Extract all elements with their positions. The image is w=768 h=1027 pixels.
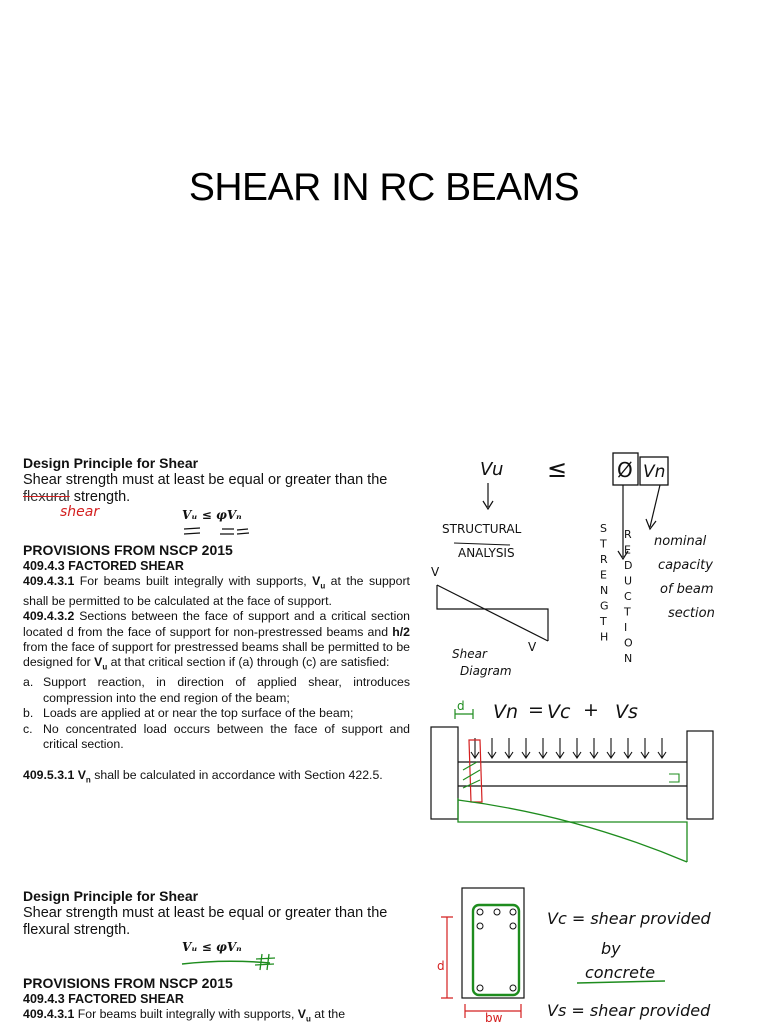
beam-load-sketch [425,690,725,870]
shear-diagram-line [437,585,548,641]
beam-outline [458,762,687,786]
reduction-vertical-label [623,528,633,665]
shear-diagram-label: Shear [452,647,487,661]
struck-word: flexural [23,489,70,505]
stirrup [473,905,519,995]
vs-line: Vs = shear provided [547,1001,711,1020]
formula: Vᵤ ≤ φVₙ [182,940,242,954]
vertical-letter: T [600,537,607,551]
distributed-load [471,738,666,758]
lead-text-end: strength. [69,489,131,505]
vertical-letter: R [624,528,632,541]
vc-line: concrete [585,963,656,982]
vc-term: Vc [547,701,571,723]
v-left-label: V [431,565,440,579]
design-principle-section [23,455,410,506]
lead-paragraph: Shear strength must at least be equal or greater than the flexural strength. [23,905,388,938]
vertical-letter: O [624,636,633,650]
formula-underline-marks [182,524,252,538]
load-arrow-icon [624,738,632,758]
load-arrow-icon [556,738,564,758]
load-arrow-icon [573,738,581,758]
phi-symbol: Ø [617,458,633,482]
vertical-letter: G [600,599,609,613]
left-support [431,727,458,819]
lead-paragraph [23,472,410,506]
arrow-down-icon [646,485,660,529]
vertical-letter: R [600,553,608,566]
load-arrow-icon [505,738,513,758]
vertical-letter: T [624,605,631,619]
provisions-section [23,542,410,788]
design-principle-section-2 [23,888,410,939]
sub-heading: 409.4.3 FACTORED SHEAR [23,992,184,1006]
vertical-letter: T [600,615,607,628]
load-arrow-icon [522,738,530,758]
provision-409-4-3-1: 409.4.3.1 For beams built integrally with supports, $V_u$ at the support shall be permitted to be calculated at the face of support. [23,574,410,608]
vertical-letter: E [600,568,607,582]
sub-heading: 409.4.3 FACTORED SHEAR [23,559,184,573]
list-item: b. Loads are applied at or near the top surface of the beam; [23,706,354,721]
vertical-letter: S [600,522,607,535]
analysis-label: ANALYSIS [458,546,515,560]
depth-dimension [441,917,453,998]
provision-409-4-3-2: 409.4.3.2 Sections between the face of support and a critical section located d from the face of support for non-prestressed beams and h/2 from the face of support for prestressed beams shall be permitted to be designed for $V_u$ at that critical section if (a) through (c) are satisfied: [23,609,410,672]
formula-green-underline [180,950,280,972]
design-principle-sketch [420,445,760,685]
d-label: d [457,699,465,713]
provisions-section-2 [23,975,410,1027]
lead-text: Shear strength must at least be equal or greater than the [23,472,388,488]
page-title: SHEAR IN RC BEAMS [188,166,580,209]
shear-diagram-label: Diagram [460,664,512,678]
shear-diagram-line [458,800,687,862]
conditions-list [23,675,410,752]
nominal-line: capacity [658,558,713,573]
list-item: a. Support reaction, in direction of applied shear, introduces compression into the end region of the beam; [23,675,410,705]
cross-section-sketch [425,880,768,1024]
nominal-line: of beam [660,582,714,597]
vertical-letter: C [624,590,632,603]
structural-label: STRUCTURAL [442,522,522,536]
vn-label: Vn [643,462,666,482]
vertical-letter: H [600,630,609,644]
d-label: d [437,959,445,973]
load-arrow-icon [641,738,649,758]
formula: Vᵤ ≤ φVₙ [182,508,242,522]
vc-line: Vc = shear provided [547,909,711,928]
vertical-letter: I [624,621,628,634]
vs-term: Vs [615,701,638,723]
leq-symbol: ≤ [547,455,568,483]
section-heading: Design Principle for Shear [23,455,199,471]
provisions-heading: PROVISIONS FROM NSCP 2015 [23,542,233,558]
load-arrow-icon [488,738,496,758]
handwritten-correction: shear [60,504,100,520]
section-heading: Design Principle for Shear [23,888,199,904]
vertical-letter: D [624,559,633,572]
strength-vertical-label [599,522,609,644]
load-arrow-icon [658,738,666,758]
bw-label: bw [485,1011,503,1024]
load-arrow-icon [539,738,547,758]
shear-diagram-axis [458,798,687,862]
equals-sign: = [528,699,544,721]
provision-409-5-3-1: 409.5.3.1 $V_n$ shall be calculated in accordance with Section 422.5. [23,768,383,785]
arrow-down-icon [483,483,493,509]
nominal-line: nominal [654,534,707,549]
vertical-letter: E [624,543,631,557]
provisions-heading: PROVISIONS FROM NSCP 2015 [23,975,233,991]
plus-sign: + [583,699,599,721]
nominal-line: section [668,606,715,621]
vertical-letter: U [624,574,633,588]
right-support [687,731,713,819]
provision-409-4-3-1: 409.4.3.1 For beams built integrally with supports, $V_u$ at the [23,1007,346,1024]
vertical-letter: N [624,652,633,665]
load-arrow-icon [471,738,479,758]
load-arrow-icon [590,738,598,758]
list-item: c. No concentrated load occurs between the face of support and critical section. [23,721,410,751]
load-arrow-icon [607,738,615,758]
vertical-letter: N [600,584,609,597]
vc-line: by [601,939,621,958]
vn-term: Vn [493,701,519,723]
v-right-label: V [528,640,537,654]
vu-label: Vu [480,459,504,480]
